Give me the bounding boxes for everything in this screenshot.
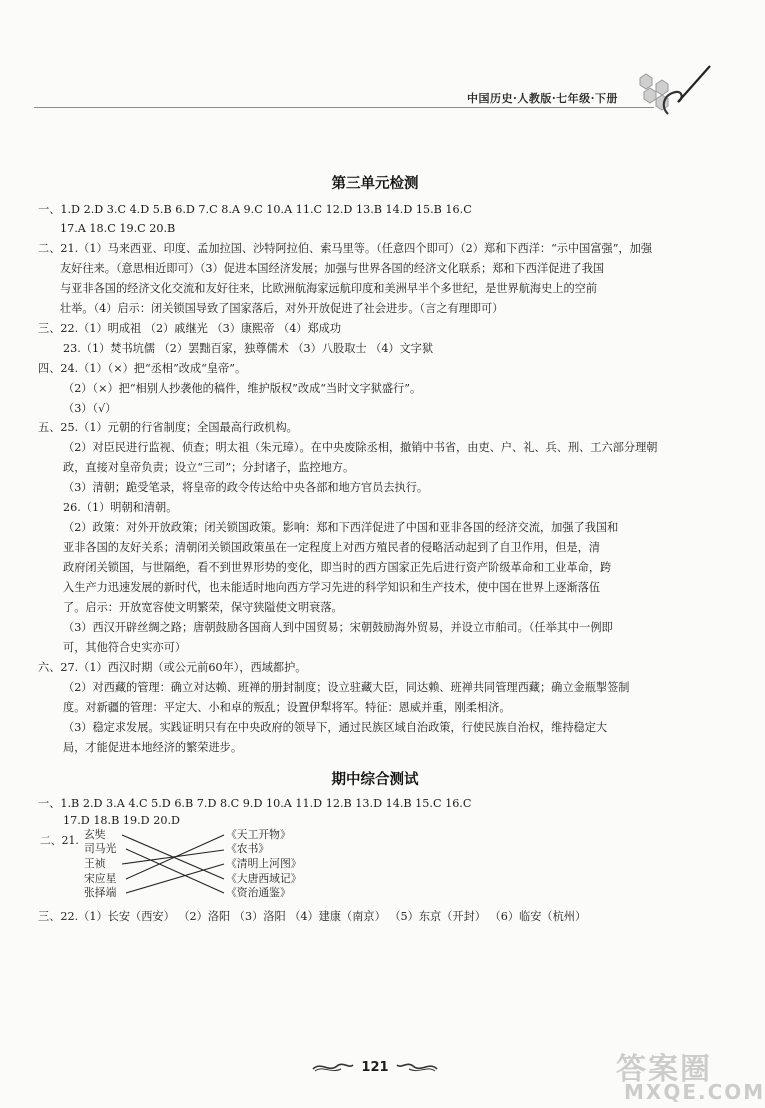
answer-line: 亚非各国的友好关系；清朝闭关锁国政策虽在一定程度上对西方殖民者的侵略活动起到了自卫作用，但是，清 <box>63 541 601 554</box>
match-left-item: 玄奘 <box>84 828 106 841</box>
watermark-url: MXQE.COM <box>624 1080 765 1104</box>
watermark-text: 答案圈 <box>616 1052 712 1087</box>
right-swirl-ornament-icon <box>395 1061 439 1073</box>
answer-line: 26.（1）明朝和清朝。 <box>63 501 178 514</box>
answer-line: （3）稳定求发展。实践证明只有在中央政府的领导下，通过民族区域自治政策，行使民族自治权，维持稳定大 <box>63 721 608 734</box>
matching-lines <box>40 828 350 908</box>
match-right-item: 《清明上河图》 <box>226 857 302 870</box>
answer-line: 与亚非各国的经济文化交流和友好往来，比欧洲航海家远航印度和美洲早半个多世纪，是世界航海史上的空前 <box>60 282 598 295</box>
match-line <box>126 864 224 893</box>
match-line <box>126 849 224 893</box>
match-right-item: 《资治通鉴》 <box>226 886 291 899</box>
answer-line: 一、1.B 2.D 3.A 4.C 5.D 6.B 7.D 8.C 9.D 10.A 11.D 12.B 13.D 14.B 15.C 16.C <box>38 797 472 810</box>
matching-question <box>40 828 350 908</box>
section-title-unit3: 第三单元检测 <box>331 176 419 192</box>
answer-line: 入生产力迅速发展的新时代，也未能适时地向西方学习先进的科学知识和生产技术，使中国在世界上逐渐落伍 <box>63 581 601 594</box>
section-title-midterm: 期中综合测试 <box>331 772 419 788</box>
answer-line: 壮举。（4）启示：闭关锁国导致了国家落后，对外开放促进了社会进步。（言之有理即可） <box>60 302 504 315</box>
match-left-item: 王祯 <box>84 857 106 870</box>
left-swirl-ornament-icon <box>311 1061 355 1073</box>
watermark <box>616 1044 765 1104</box>
page-number: 121 <box>361 1060 389 1075</box>
match-left-item: 宋应星 <box>84 872 117 885</box>
answer-line: 政，直接对皇帝负责；设立“三司”；分封诸子，监控地方。 <box>63 461 355 474</box>
answer-line: （3）清朝；跪受笔录，将皇帝的政令传达给中央各部和地方官员去执行。 <box>63 481 429 494</box>
answer-line: （2）政策：对外开放政策；闭关锁国政策。影响：郑和下西洋促进了中国和亚非各国的经济交流，加强了我国和 <box>63 521 619 534</box>
header-rule <box>34 107 654 108</box>
answer-line: 二、21.（1）马来西亚、印度、孟加拉国、沙特阿拉伯、索马里等。（任意四个即可）（2）郑和下西洋：“示中国富强”，加强 <box>38 242 653 255</box>
answer-line: 友好往来。（意思相近即可）（3）促进本国经济发展；加强与世界各国的经济文化联系；郑和下西洋促进了我国 <box>60 262 605 275</box>
answer-line: 局，才能促进本地经济的繁荣进步。 <box>63 741 243 754</box>
answer-line: （3）（√） <box>63 402 117 415</box>
answer-line: 政府闭关锁国，与世隔绝，看不到世界形势的变化，即当时的西方国家正先后进行资产阶级革命和工业革命，跨 <box>63 561 612 574</box>
answer-line: 四、24.（1）（×）把“丞相”改成“皇帝”。 <box>38 362 247 375</box>
match-line <box>122 850 224 864</box>
answer-line: 六、27.（1）西汉时期（或公元前60年），西域都护。 <box>38 661 307 674</box>
answer-line: 一、1.D 2.D 3.C 4.D 5.B 6.D 7.C 8.A 9.C 10.A 11.C 12.D 13.B 14.D 15.B 16.C <box>38 203 472 216</box>
match-left-item: 司马光 <box>84 842 117 855</box>
running-title: 中国历史·人教版·七年级·下册 <box>467 92 618 105</box>
answer-line: 可，其他符合史实亦可） <box>63 641 187 654</box>
match-left-item: 张择端 <box>84 886 117 899</box>
answer-line: 度。对新疆的管理：平定大、小和卓的叛乱；设置伊犁将军。特征：恩威并重，刚柔相济。 <box>63 701 511 714</box>
match-right-item: 《天工开物》 <box>226 828 291 841</box>
answer-line: 17.D 18.B 19.D 20.D <box>63 814 180 827</box>
question-number: 二、21. <box>40 834 79 847</box>
answer-line: 23.（1）焚书坑儒 （2）罢黜百家，独尊儒术 （3）八股取士 （4）文字狱 <box>63 342 434 355</box>
match-right-item: 《农书》 <box>226 842 270 855</box>
answer-line: （2）（×）把“相别人抄袭他的稿件，维护版权”改成“当时文字狱盛行”。 <box>63 382 422 395</box>
answer-line: 17.A 18.C 19.C 20.B <box>60 222 176 235</box>
answer-line: 三、22.（1）明成祖 （2）戚继光 （3）康熙帝 （4）郑成功 <box>38 322 342 335</box>
header-hexagon-quill-icon <box>638 62 718 122</box>
answer-line: （2）对西藏的管理：确立对达赖、班禅的册封制度；设立驻藏大臣，同达赖、班禅共同管理西藏；确立金瓶掣签制 <box>63 681 630 694</box>
match-right-item: 《大唐西域记》 <box>226 872 302 885</box>
answer-line: （2）对臣民进行监视、侦查；明太祖（朱元璋）。在中央废除丞相，撤销中书省，由吏、户、礼、兵、刑、工六部分理朝 <box>63 441 658 454</box>
answer-line: 了。启示：开放宽容使文明繁荣，保守狭隘使文明衰落。 <box>63 601 343 614</box>
answer-line: （3）西汉开辟丝绸之路；唐朝鼓励各国商人到中国贸易；宋朝鼓励海外贸易，并设立市舶司。（任举其中一例即 <box>63 621 613 634</box>
answer-line: 三、22.（1）长安（西安） （2）洛阳 （3）洛阳 （4）建康（南京） （5）东京（开封） （6）临安（杭州） <box>38 910 587 923</box>
answer-line: 五、25.（1）元朝的行省制度；全国最高行政机构。 <box>38 421 298 434</box>
